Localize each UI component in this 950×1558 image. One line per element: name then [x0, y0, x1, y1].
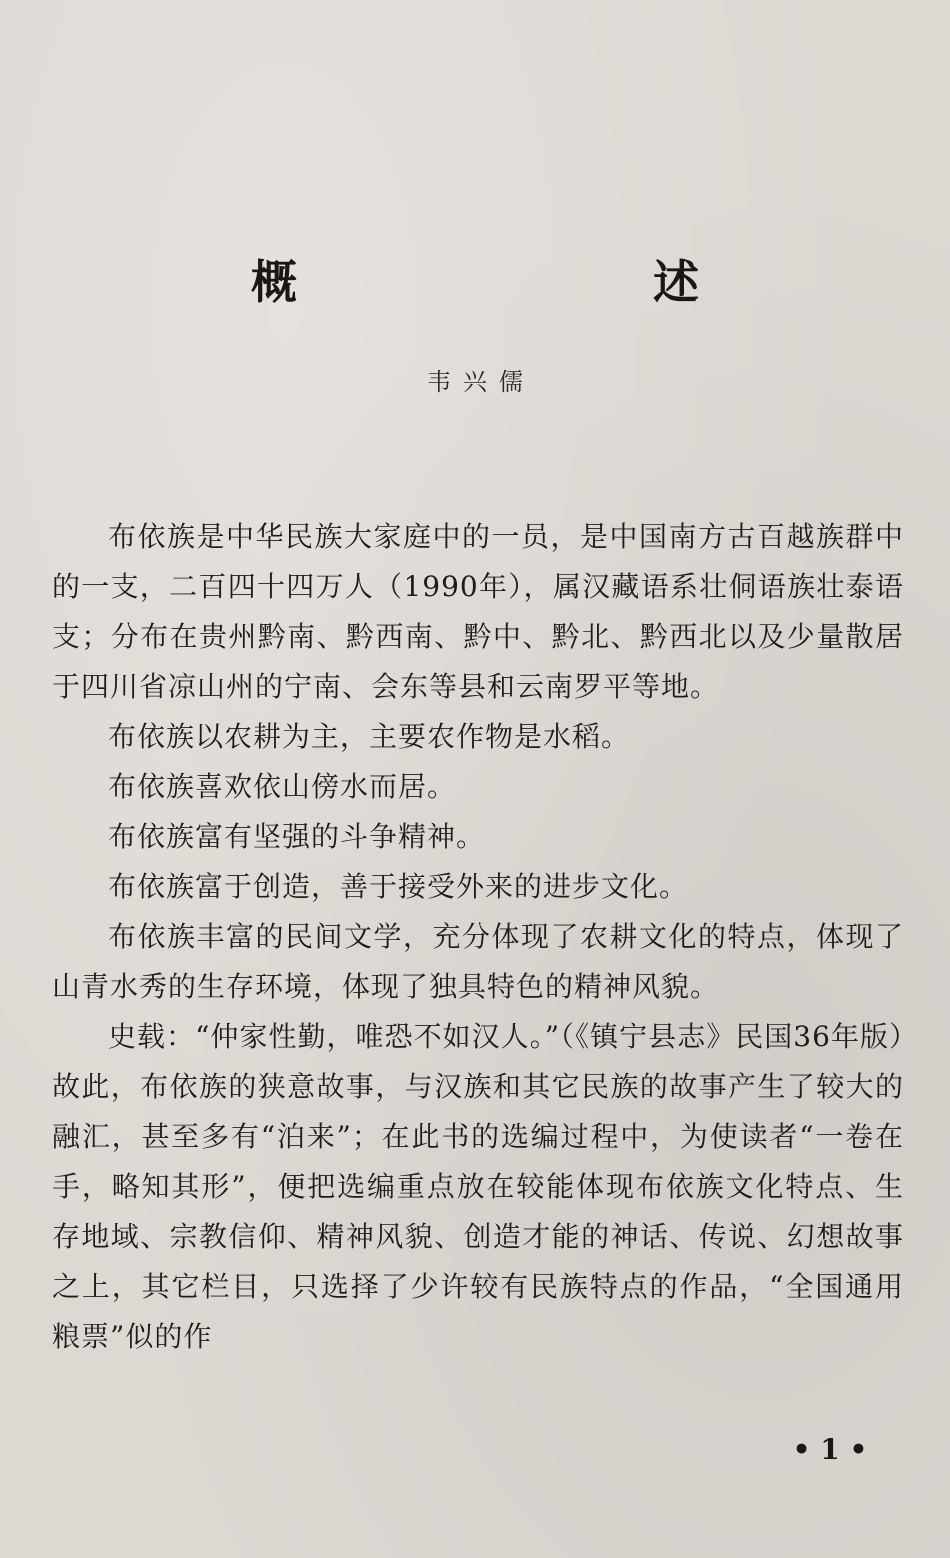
paragraph: 史载：“仲家性勤，唯恐不如汉人。”（《镇宁县志》民国36年版）故此，布依族的狭意故事，与汉族和其它民族的故事产生了较大的融汇，甚至多有“泊来”；在此书的选编过程中，为使读者“一卷在手，略知其形”，便把选编重点放在较能体现布依族文化特点、生存地域、宗教信仰、精神风貌、创造才能的神话、传说、幻想故事之上，其它栏目，只选择了少许较有民族特点的作品，“全国通用粮票”似的作 — [52, 1020, 904, 1353]
paragraph: 布依族喜欢依山傍水而居。 — [108, 770, 457, 803]
chapter-title: 概 述 — [250, 255, 869, 309]
paragraph: 布依族丰富的民间文学，充分体现了农耕文化的特点，体现了山青水秀的生存环境，体现了独具特色的精神风貌。 — [52, 920, 904, 1003]
paragraph: 布依族富于创造，善于接受外来的进步文化。 — [108, 870, 689, 903]
paragraph: 布依族富有坚强的斗争精神。 — [108, 820, 486, 853]
paragraph: 布依族以农耕为主，主要农作物是水稻。 — [108, 720, 631, 753]
body-text — [52, 512, 904, 1362]
author-name: 韦兴儒 — [427, 368, 535, 396]
page-number: • 1 • — [792, 1433, 868, 1466]
paragraph: 布依族是中华民族大家庭中的一员，是中国南方古百越族群中的一支，二百四十四万人（1990年），属汉藏语系壮侗语族壮泰语支；分布在贵州黔南、黔西南、黔中、黔北、黔西北以及少量散居于四川省凉山州的宁南、会东等县和云南罗平等地。 — [52, 520, 904, 703]
